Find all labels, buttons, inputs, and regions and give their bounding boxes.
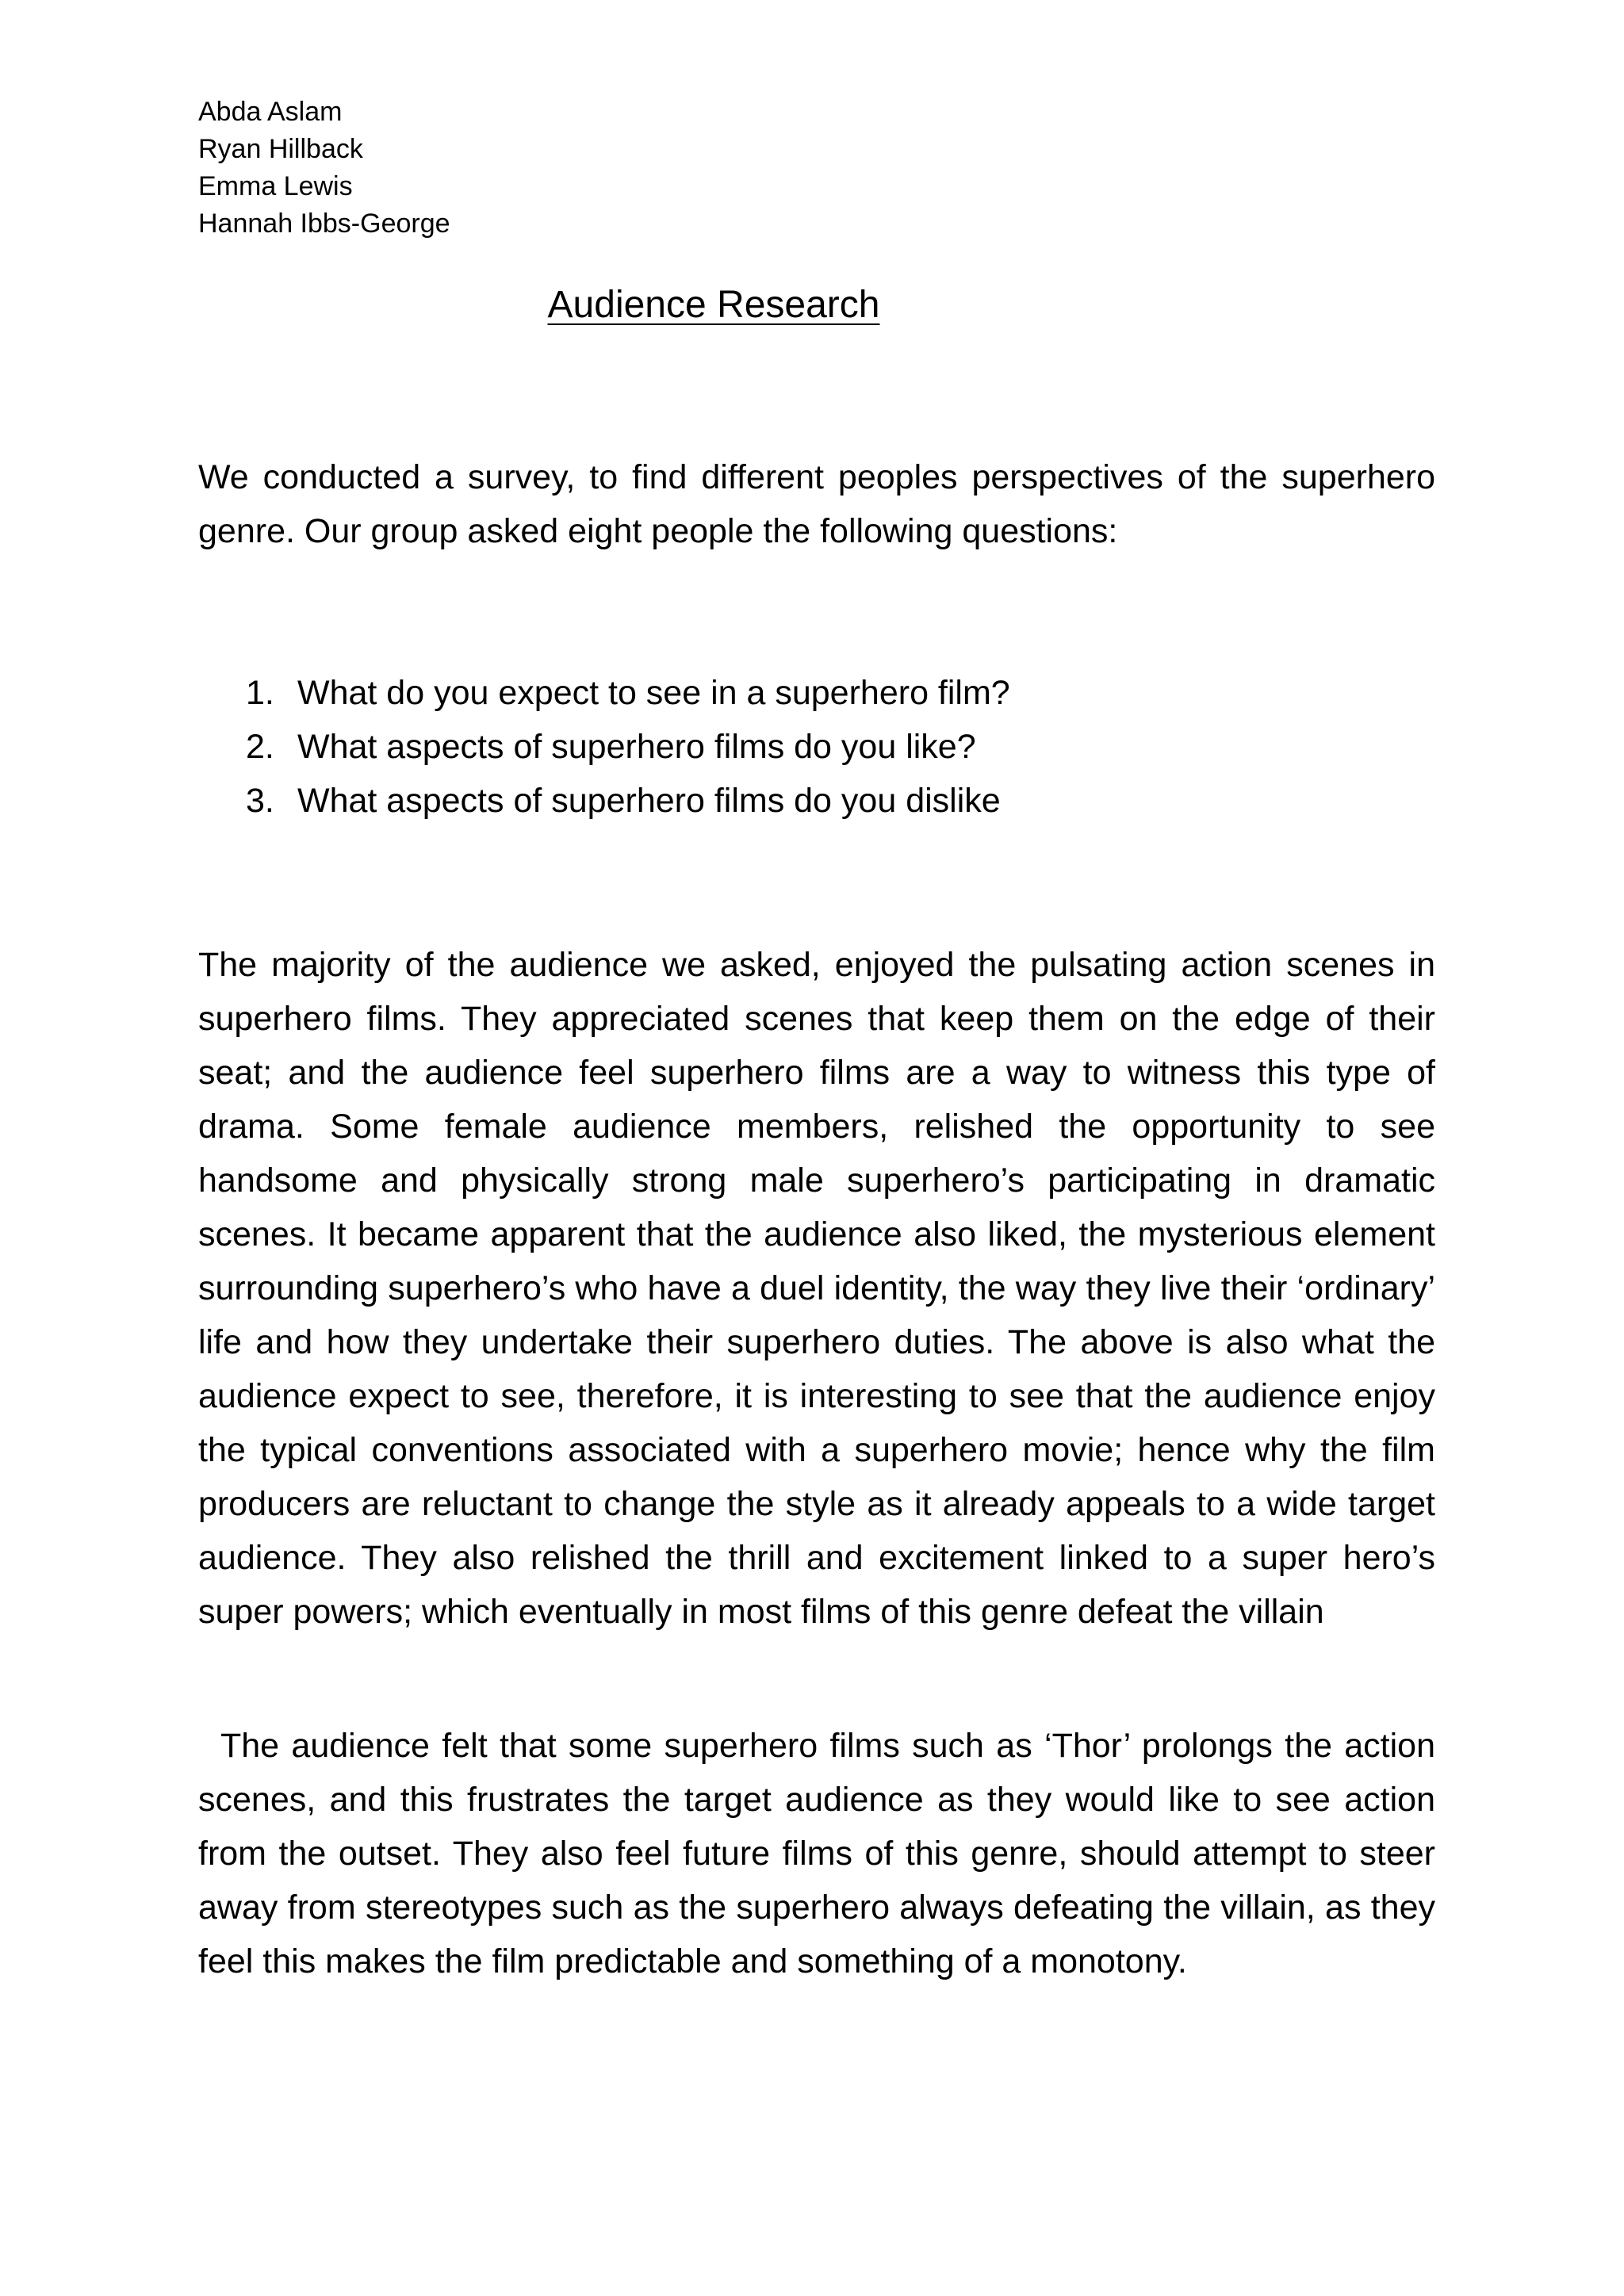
list-number: 1. — [246, 674, 274, 712]
intro-paragraph: We conducted a survey, to find different peoples perspectives of the superhero genre. Our group asked eight people the following questions: — [198, 458, 1435, 550]
question-text: What aspects of superhero films do you dislike — [297, 782, 1001, 820]
document-title: Audience Research — [547, 284, 880, 326]
question-list — [198, 666, 1435, 828]
author-name: Emma Lewis — [198, 171, 353, 201]
question-text: What aspects of superhero films do you like? — [297, 728, 976, 766]
list-item — [198, 666, 1435, 720]
criticism-paragraph: The audience felt that some superhero films such as ‘Thor’ prolongs the action scenes, and this frustrates the target audience as they would like to see action from the outset. They also feel future films of this genre, should attempt to steer away from stereotypes such as the superhero always defeating the villain, as they feel this makes the film predictable and something of a monotony. — [198, 1727, 1435, 1980]
author-name: Ryan Hillback — [198, 134, 363, 164]
list-number: 2. — [246, 728, 274, 766]
author-list — [198, 94, 753, 243]
list-item — [198, 774, 1435, 828]
author-name: Hannah Ibbs-George — [198, 209, 450, 239]
list-item — [198, 720, 1435, 774]
author-name: Abda Aslam — [198, 97, 343, 127]
list-number: 3. — [246, 782, 274, 820]
question-text: What do you expect to see in a superhero film? — [297, 674, 1010, 712]
findings-paragraph: The majority of the audience we asked, enjoyed the pulsating action scenes in superhero films. They appreciated scenes that keep them on the edge of their seat; and the audience feel superhero films are a way to witness this type of drama. Some female audience members, relished the opportunity to see handsome and physically strong male superhero’s participating in dramatic scenes. It became apparent that the audience also liked, the mysterious element surrounding superhero’s who have a duel identity, the way they live their ‘ordinary’ life and how they undertake their superhero duties. The above is also what the audience expect to see, therefore, it is interesting to see that the audience enjoy the typical conventions associated with a superhero movie; hence why the film producers are reluctant to change the style as it already appeals to a wide target audience. They also relished the thrill and excitement linked to a super hero’s super powers; which eventually in most films of this genre defeat the villain — [198, 946, 1435, 1631]
